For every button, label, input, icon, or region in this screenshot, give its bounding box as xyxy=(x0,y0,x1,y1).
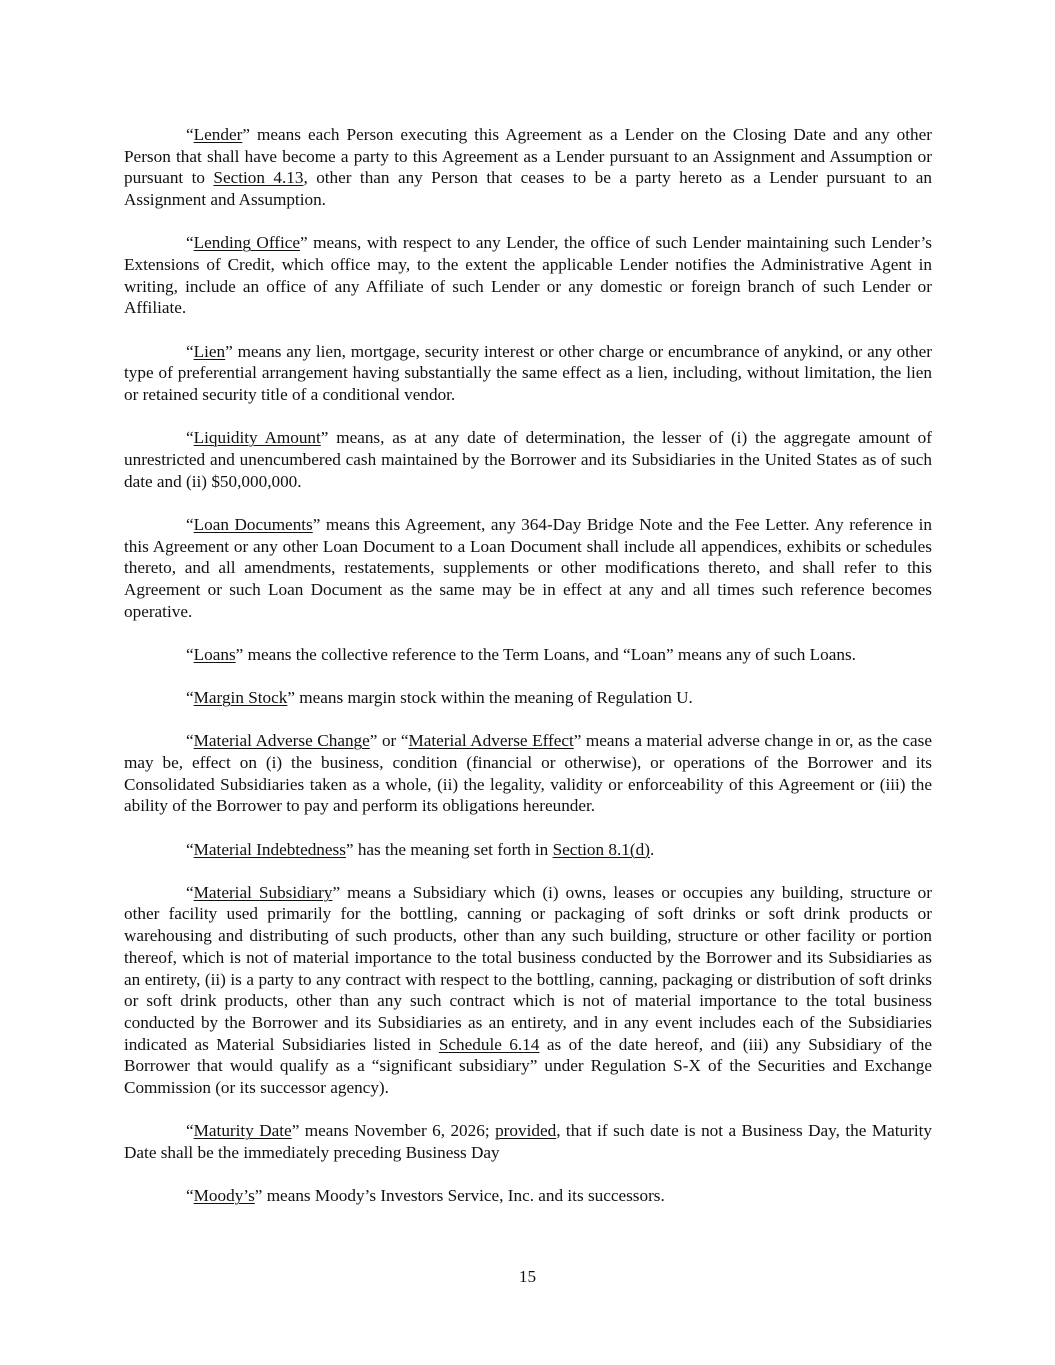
definition-margin-stock xyxy=(124,687,932,709)
defined-term: Section 8.1(d) xyxy=(552,839,650,859)
definition-text: ” or “ xyxy=(369,731,409,751)
defined-term: Moody’s xyxy=(193,1186,255,1206)
definition-text: as of the date hereof, and (iii) any Subsidiary of the Borrower that would qualify as a “significant subsidiary” under Regulation S-X of the Securities and Exchange Commission (or its successor agency). xyxy=(124,1034,932,1098)
document-body xyxy=(124,124,932,1228)
defined-term: Material Indebtedness xyxy=(193,839,346,859)
definition-text: “ xyxy=(186,882,194,902)
defined-term: Liquidity Amount xyxy=(193,428,321,448)
defined-term: Material Adverse Effect xyxy=(408,731,574,751)
definition-text: “ xyxy=(186,839,194,859)
definition-text: ” means any lien, mortgage, security interest or other charge or encumbrance of anykind, or any other type of preferential arrangement having substantially the same effect as a lien, including, without limitation, the lien or retained security title of a conditional vendor. xyxy=(124,341,932,405)
definition-text: “ xyxy=(186,428,194,448)
definition-material-adverse-change xyxy=(124,730,932,817)
definition-text: “ xyxy=(186,514,194,534)
definition-text: “ xyxy=(186,644,194,664)
defined-term: Margin Stock xyxy=(193,688,288,708)
defined-term: Schedule 6.14 xyxy=(438,1034,540,1054)
defined-term: Loan Documents xyxy=(193,514,313,534)
page-number: 15 xyxy=(518,1267,537,1286)
definition-lien xyxy=(124,341,932,406)
definition-text: ” means, with respect to any Lender, the office of such Lender maintaining such Lender’s Extensions of Credit, which office may, to the extent the applicable Lender notifies the Administrative Agent in writing, include an office of any Affiliate of such Lender or any domestic or foreign branch of such Lender or Affiliate. xyxy=(124,233,932,318)
definition-moodys xyxy=(124,1185,932,1207)
defined-term: Lending Office xyxy=(193,233,300,253)
definition-text: “ xyxy=(186,233,194,253)
defined-term: Section 4.13 xyxy=(213,168,304,188)
defined-term: Lien xyxy=(193,341,226,361)
definition-text: ” means a Subsidiary which (i) owns, leases or occupies any building, structure or other facility used primarily for the bottling, canning or packaging of soft drinks or soft drink products or warehousing and distributing of such products, other than any such building, structure or other facility or portion thereof, which is not of material importance to the total business conducted by the Borrower and its Subsidiaries as an entirety, (ii) is a party to any contract with respect to the bottling, canning, packaging or distribution of soft drinks or soft drink products, other than any such contract which is not of material importance to the total business conducted by the Borrower and its Subsidiaries as an entirety, and in any event includes each of the Subsidiaries indicated as Material Subsidiaries listed in xyxy=(124,882,932,1054)
definition-text: “ xyxy=(186,341,194,361)
definition-text: . xyxy=(649,839,655,859)
definition-text: ” means margin stock within the meaning of Regulation U. xyxy=(287,688,693,708)
definition-text: “ xyxy=(186,1186,194,1206)
definition-material-indebtedness xyxy=(124,839,932,861)
definition-text: ” means this Agreement, any 364-Day Bridge Note and the Fee Letter. Any reference in this Agreement or any other Loan Document to a Loan Document shall include all appendices, exhibits or schedules thereto, and all amendments, restatements, supplements or other modifications thereto, and shall refer to this Agreement or such Loan Document as the same may be in effect at any and all times such reference becomes operative. xyxy=(124,514,932,621)
definition-lending-office xyxy=(124,232,932,319)
defined-term: provided xyxy=(495,1121,557,1141)
definition-liquidity-amount xyxy=(124,427,932,492)
definition-text: , that if such date is not a Business Day, the Maturity Date shall be the immediately preceding Business Day xyxy=(124,1121,932,1163)
definition-lender xyxy=(124,124,932,211)
defined-term: Material Adverse Change xyxy=(193,731,370,751)
defined-term: Maturity Date xyxy=(193,1121,292,1141)
defined-term: Lender xyxy=(193,125,243,144)
definition-text: ” means each Person executing this Agreement as a Lender on the Closing Date and any other Person that shall have become a party to this Agreement as a Lender pursuant to an Assignment and Assumption or pursuant to xyxy=(124,125,932,188)
definition-text: , other than any Person that ceases to be a party hereto as a Lender pursuant to an Assignment and Assumption. xyxy=(124,168,932,210)
defined-term: Material Subsidiary xyxy=(193,882,333,902)
defined-term: Loans xyxy=(193,644,236,664)
definition-text: “ xyxy=(186,1121,194,1141)
definition-text: ” means Moody’s Investors Service, Inc. and its successors. xyxy=(254,1186,665,1206)
definition-text: ” means, as at any date of determination, the lesser of (i) the aggregate amount of unrestricted and unencumbered cash maintained by the Borrower and its Subsidiaries in the United States as of such date and (ii) $50,000,000. xyxy=(124,428,932,491)
definition-text: ” means a material adverse change in or, as the case may be, effect on (i) the business, condition (financial or otherwise), or operations of the Borrower and its Consolidated Subsidiaries taken as a whole, (ii) the legality, validity or enforceability of this Agreement or (iii) the ability of the Borrower to pay and perform its obligations hereunder. xyxy=(124,731,932,816)
definition-text: “ xyxy=(186,731,194,751)
definition-loan-documents xyxy=(124,514,932,623)
definition-material-subsidiary xyxy=(124,882,932,1099)
definition-text: “ xyxy=(186,125,194,144)
definition-text: ” means the collective reference to the Term Loans, and “Loan” means any of such Loans. xyxy=(235,644,856,664)
definition-text: ” has the meaning set forth in xyxy=(345,839,553,859)
definition-text: ” means November 6, 2026; xyxy=(291,1121,496,1141)
definition-loans xyxy=(124,644,932,666)
definition-text: “ xyxy=(186,688,194,708)
definition-maturity-date xyxy=(124,1120,932,1163)
